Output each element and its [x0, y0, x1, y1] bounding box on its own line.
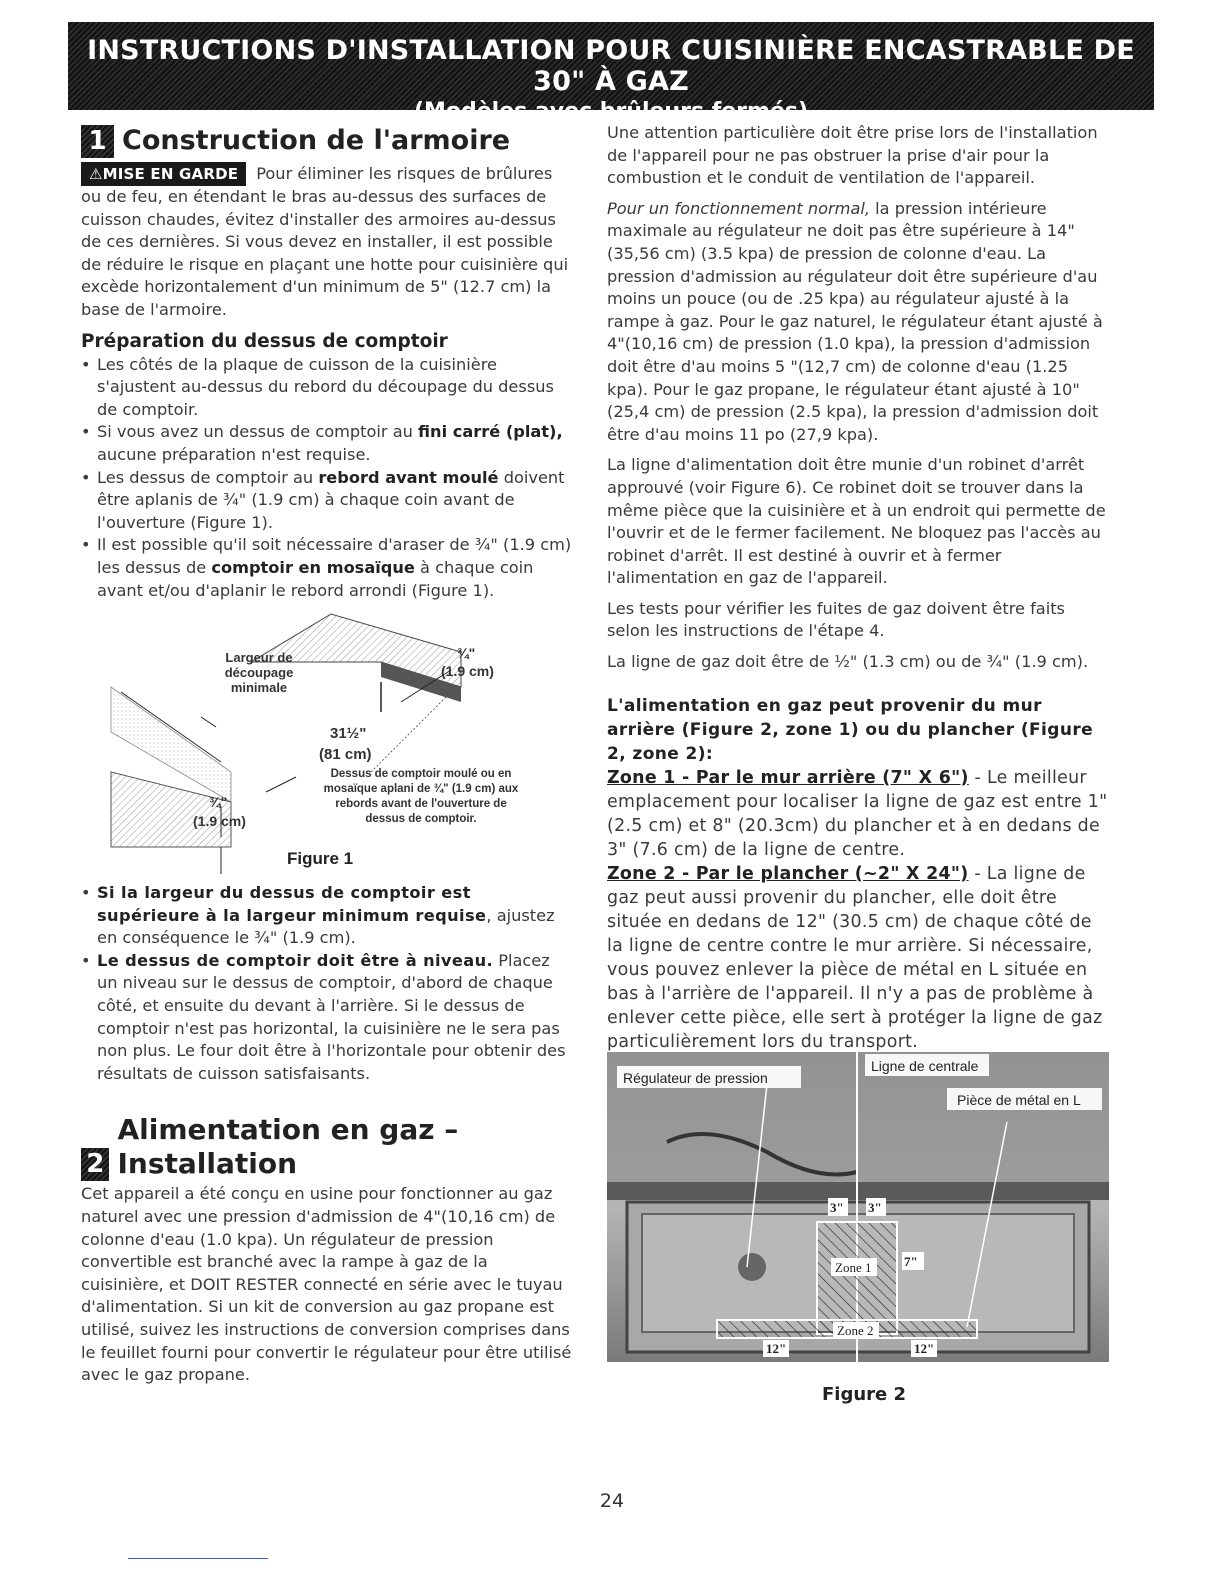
page-title: INSTRUCTIONS D'INSTALLATION POUR CUISINIÈRE ENCASTRABLE DE 30" À GAZ — [87, 35, 1135, 97]
header-banner — [68, 22, 1154, 124]
section-2-text: Cet appareil a été conçu en usine pour fonctionner au gaz naturel avec une pression d'admission de 4"(10,16 cm) de colonne d'eau (1.0 kpa). Un régulateur de pression convertible est branché avec la rampe à gaz de la cuisinière, et DOIT RESTER connecté en série avec le tuyau d'alimentation. Si un kit de conversion au gaz propane est utilisé, suivez les instructions de conversion comprises dans le feuillet fourni pour convertir le régulateur pour être utilisé avec le gaz propane. — [81, 1184, 572, 1385]
paragraph-air-intake: Une attention particulière doit être prise lors de l'installation de l'appareil pour ne pas obstruer la prise d'air pour la combustion et le conduit de ventilation de l'appareil. — [607, 123, 1098, 188]
paragraph-pressure: Pour un fonctionnement normal, la pression intérieure maximale au régulateur ne doit pas être supérieure à 14"(35,56 cm) (3.5 kpa) de pression de colonne d'eau. La pression d'admission au régulateur doit être supérieure d'au moins un pouce (ou de .25 kpa) au régulateur ajusté à la rampe à gaz. Pour le gaz naturel, le régulateur étant ajusté à 4"(10,16 cm) de pression (1.0 kpa), la pression d'admission doit être d'au moins 5 "(12,7 cm) de colonne d'eau (1.25 kpa). Pour le gaz propane, le régulateur étant ajusté à 10"(25,4 cm) de pression (2.5 kpa), la pression d'admission doit être d'au moins 11 po (27,9 kpa). — [607, 198, 1103, 444]
gas-zone-diagram — [607, 1052, 1109, 1362]
centerline-label: Ligne de centrale — [871, 1058, 979, 1074]
list-item: • Le dessus de comptoir doit être à niveau. Placez un niveau sur le dessus de comptoir, d'abord de chaque côté, et ensuite du devant à l'arrière. Si le dessus de comptoir n'est pas horizontal, la cuisinière ne le sera pas non plus. Le four doit être à l'horizontale pour obtenir des résultats de cuisson satisfaisants. — [81, 950, 575, 1086]
paragraph-gas-line-size: La ligne de gaz doit être de ½" (1.3 cm) ou de ¾" (1.9 cm). — [607, 652, 1089, 672]
section-1-title: Construction de l'armoire — [122, 125, 511, 156]
prep-title: Préparation du dessus de comptoir — [81, 330, 448, 352]
figure1-note-1: Dessus de comptoir moulé ou en — [330, 768, 512, 781]
figure1-note-4: dessus de comptoir. — [365, 813, 477, 826]
section-1-heading — [81, 124, 575, 158]
section-number-badge: 2 — [81, 1148, 109, 1181]
countertop-diagram — [81, 602, 575, 882]
left-column — [81, 124, 575, 1387]
section-2-heading — [81, 1113, 575, 1181]
figure1-note-2: mosaïque aplani de ¾" (1.9 cm) aux — [323, 783, 519, 796]
zone-2-paragraph: Zone 2 - Par le plancher (~2" X 24") - La ligne de gaz peut aussi provenir du plancher, elle doit être située en dedans de 12" (30.5 cm) de chaque côté de la ligne de centre contre le mur arrière. Si nécessaire, vous pouvez enlever la pièce de métal en L située en bas à l'arrière de l'appareil. Il n'y a pas de problème à enlever cette pièce, elle sert à protéger la ligne de gaz particulièrement lors du transport. — [607, 863, 1103, 1052]
dim-12-left: 12" — [766, 1341, 787, 1356]
regulator-label: Régulateur de pression — [623, 1070, 768, 1086]
paragraph-leak-tests: Les tests pour vérifier les fuites de gaz doivent être faits selon les instructions de l'étape 4. — [607, 598, 1065, 641]
paragraph-shutoff-valve: La ligne d'alimentation doit être munie d'un robinet d'arrêt approuvé (voir Figure 6). Ce robinet doit se trouver dans la même pièce que la cuisinière et à un endroit qui permette de l'ouvrir et de le fermer facilement. Ne bloquez pas l'accès au robinet d'arrêt. Il est destiné à ouvrir et à fermer l'alimentation en gaz de l'appareil. — [607, 455, 1106, 588]
warning-badge: ⚠MISE EN GARDE — [81, 162, 246, 186]
figure1-label-19cm: (1.9 cm) — [441, 663, 494, 680]
zone-1-area — [817, 1222, 897, 1334]
figure-2-caption: Figure 2 — [822, 1384, 907, 1405]
prep-bullet-list — [81, 354, 575, 603]
page-subtitle: (Modèles avec brûleurs fermés) — [413, 99, 809, 124]
figure1-label-width-1: Largeur de — [225, 650, 293, 666]
warning-paragraph — [81, 162, 575, 322]
dim-7: 7" — [904, 1254, 918, 1269]
page-number: 24 — [599, 1490, 625, 1512]
list-item: • Si la largeur du dessus de comptoir est supérieure à la largeur minimum requise, ajustez en conséquence le ¾" (1.9 cm). — [81, 882, 575, 950]
zone-2-label-photo: Zone 2 — [837, 1323, 874, 1338]
warning-text: Pour éliminer les risques de brûlures ou de feu, en étendant le bras au-dessus des surfaces de cuisson chaudes, évitez d'installer des armoires au-dessus de ces dernières. Si vous devez en installer, il est possible de réduire le risque en plaçant une hotte pour cuisinière qui excède horizontalement d'un minimum de 5" (12.7 cm) la base de l'armoire. — [81, 164, 569, 319]
figure1-label-width-2: découpage — [224, 665, 294, 681]
level-bullet-list — [81, 882, 575, 1085]
dim-12-right: 12" — [914, 1341, 935, 1356]
figure-1-caption: Figure 1 — [287, 849, 354, 869]
figure1-label-width-3: minimale — [230, 680, 288, 696]
right-column — [607, 122, 1109, 1054]
section-2-title: Alimentation en gaz – Installation — [117, 1113, 459, 1181]
figure-2-photo — [607, 1052, 1109, 1362]
section-number-badge: 1 — [81, 125, 114, 158]
figure1-label-34: ¾" — [457, 645, 476, 662]
dim-3-left: 3" — [830, 1200, 844, 1215]
footer-rule — [128, 1558, 268, 1559]
zone-2-label: Zone 2 - Par le plancher (~2" X 24") — [607, 863, 969, 884]
figure1-bottom-19: (1.9 cm) — [193, 813, 246, 830]
figure1-label-81: (81 cm) — [319, 746, 372, 764]
list-item: • Les côtés de la plaque de cuisson de la cuisinière s'ajustent au-dessus du rebord du découpage du dessus de comptoir. — [81, 354, 575, 422]
figure-1 — [81, 602, 575, 882]
zone-1-label-photo: Zone 1 — [835, 1260, 872, 1275]
figure1-bottom-34: ¾" — [209, 794, 228, 811]
zone-1-label: Zone 1 - Par le mur arrière (7" X 6") — [607, 767, 969, 788]
zone-heading: L'alimentation en gaz peut provenir du mur arrière (Figure 2, zone 1) ou du plancher (Figure 2, zone 2): — [607, 695, 1094, 764]
list-item: • Il est possible qu'il soit nécessaire d'araser de ¾" (1.9 cm) les dessus de comptoir en mosaïque à chaque coin avant et/ou d'aplanir le rebord arrondi (Figure 1). — [81, 534, 575, 602]
l-piece-label: Pièce de métal en L — [957, 1092, 1081, 1108]
dim-3-right: 3" — [868, 1200, 882, 1215]
list-item: • Les dessus de comptoir au rebord avant moulé doivent être aplanis de ¾" (1.9 cm) à chaque coin avant de l'ouverture (Figure 1). — [81, 467, 575, 535]
figure1-label-31: 31½" — [330, 725, 367, 743]
figure1-note-3: rebords avant de l'ouverture de — [335, 798, 507, 811]
zone-1-paragraph: Zone 1 - Par le mur arrière (7" X 6") - Le meilleur emplacement pour localiser la ligne de gaz est entre 1" (2.5 cm) et 8" (20.3cm) du plancher et à en dedans de 3" (7.6 cm) de la ligne de centre. — [607, 767, 1108, 860]
list-item: • Si vous avez un dessus de comptoir au fini carré (plat), aucune préparation n'est requise. — [81, 421, 575, 466]
